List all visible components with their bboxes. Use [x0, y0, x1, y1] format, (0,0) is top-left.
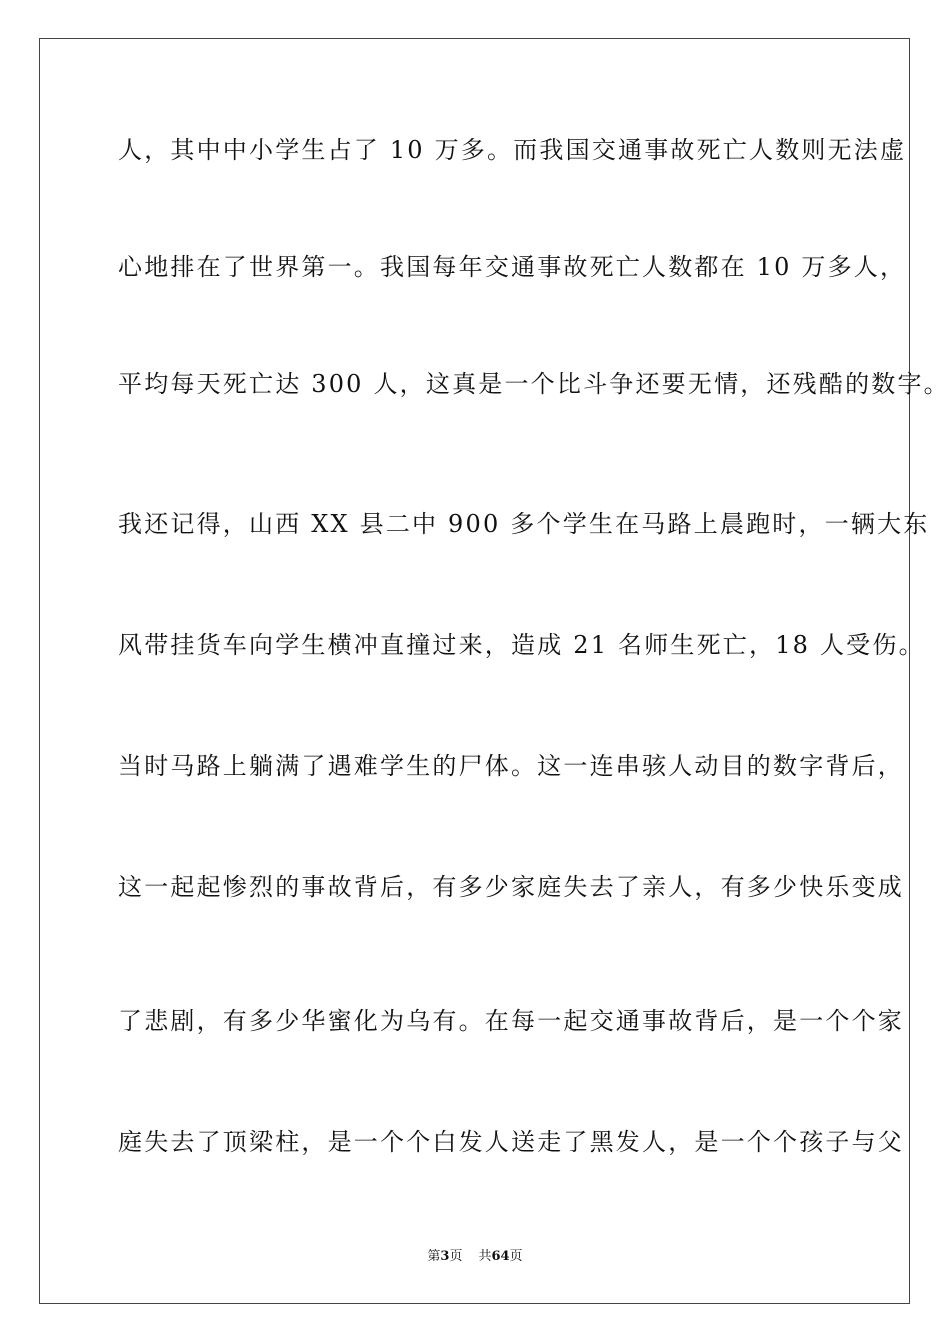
page-number: 3	[440, 1249, 450, 1264]
total-pages: 64	[491, 1249, 510, 1264]
text-line: 风带挂货车向学生横冲直撞过来，造成 21 名师生死亡，18 人受伤。	[118, 631, 925, 659]
text-line: 庭失去了顶梁柱，是一个个白发人送走了黑发人，是一个个孩子与父	[118, 1128, 904, 1156]
page-border	[39, 38, 910, 1304]
text-line: 我还记得，山西 XX 县二中 900 多个学生在马路上晨跑时，一辆大东	[118, 510, 930, 538]
total-prefix: 共	[478, 1249, 492, 1264]
page-footer	[0, 1248, 950, 1266]
text-line: 心地排在了世界第一。我国每年交通事故死亡人数都在 10 万多人，	[118, 253, 907, 281]
text-line: 当时马路上躺满了遇难学生的尸体。这一连串骇人动目的数字背后，	[118, 752, 904, 780]
page-prefix: 第	[427, 1249, 441, 1264]
text-line: 这一起起惨烈的事故背后，有多少家庭失去了亲人，有多少快乐变成	[118, 873, 904, 901]
text-line: 平均每天死亡达 300 人，这真是一个比斗争还要无情，还残酷的数字。	[118, 370, 950, 398]
text-line: 人，其中中小学生占了 10 万多。而我国交通事故死亡人数则无法虚	[118, 136, 907, 164]
page-suffix: 页	[449, 1249, 463, 1264]
text-line: 了悲剧，有多少华蜜化为乌有。在每一起交通事故背后，是一个个家	[118, 1007, 904, 1035]
total-suffix: 页	[509, 1249, 523, 1264]
